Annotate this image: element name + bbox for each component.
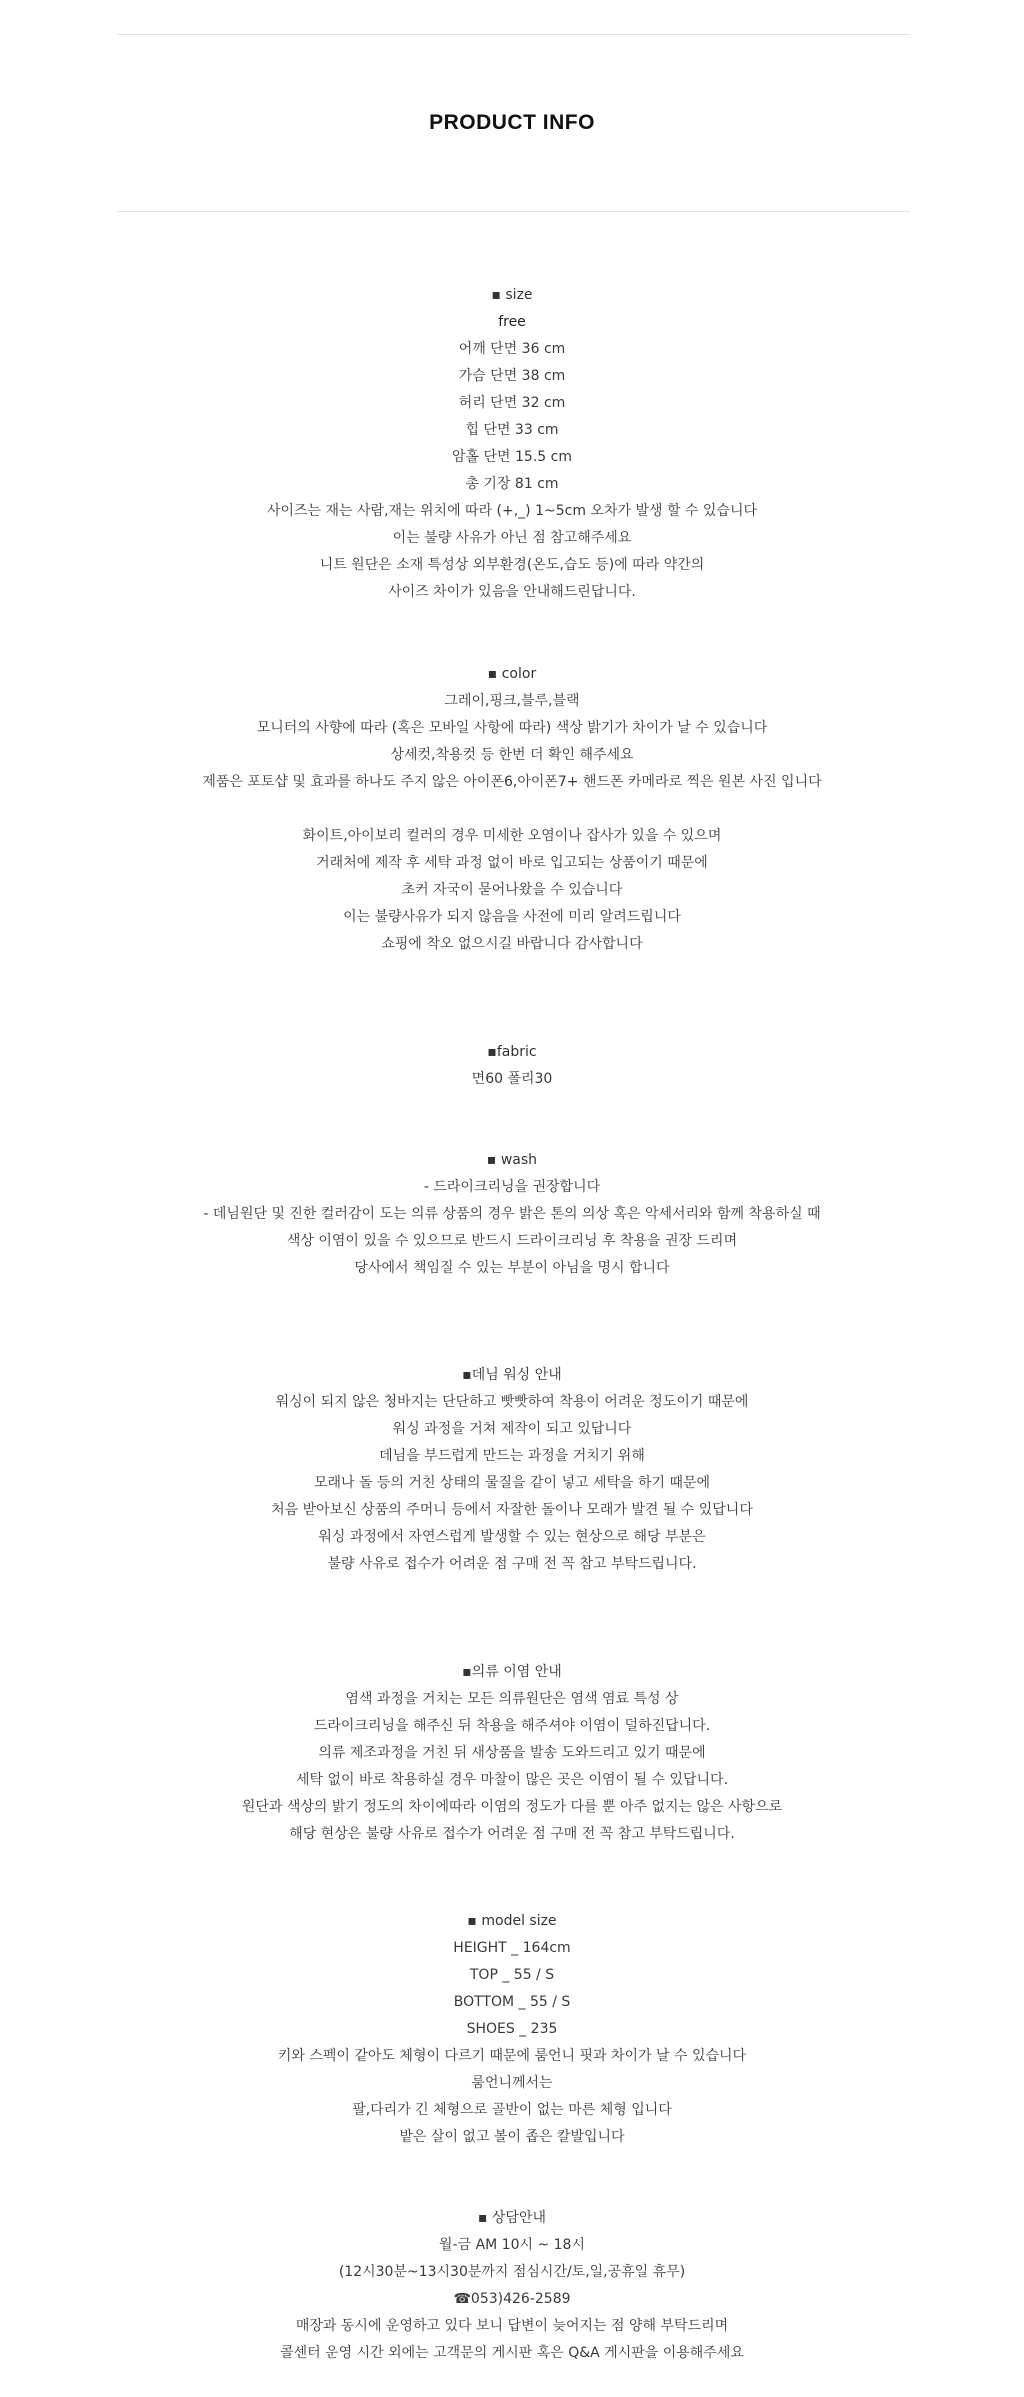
fabric-heading: ▪fabric bbox=[487, 1044, 537, 1060]
color-section bbox=[0, 661, 1024, 958]
denim-line: 워싱이 되지 않은 청바지는 단단하고 빳빳하여 착용이 어려운 정도이기 때문에 bbox=[275, 1394, 749, 1410]
size-measurement: 허리 단면 32 cm bbox=[458, 395, 566, 411]
wash-line: 당사에서 책임질 수 있는 부분이 아님을 명시 합니다 bbox=[354, 1260, 670, 1276]
color-caution: 화이트,아이보리 컬러의 경우 미세한 오염이나 잡사가 있을 수 있으며 bbox=[302, 828, 722, 844]
contact-section bbox=[0, 2205, 1024, 2367]
contact-note: 콜센터 운영 시간 외에는 고객문의 게시판 혹은 Q&A 게시판을 이용해주세요 bbox=[280, 2345, 744, 2361]
model-note: 룸언니께서는 bbox=[471, 2075, 553, 2091]
denim-line: 모래나 돌 등의 거친 상태의 물질을 같이 넣고 세탁을 하기 때문에 bbox=[313, 1475, 711, 1491]
model-spec: SHOES _ 235 bbox=[466, 2021, 558, 2037]
dye-line: 해당 현상은 불량 사유로 접수가 어려운 점 구매 전 꼭 참고 부탁드립니다. bbox=[289, 1826, 735, 1842]
wash-line: 색상 이염이 있을 수 있으므로 반드시 드라이크리닝 후 착용을 권장 드리며 bbox=[286, 1233, 738, 1249]
dye-line: 의류 제조과정을 거친 뒤 새상품을 발송 도와드리고 있기 때문에 bbox=[318, 1745, 706, 1761]
size-note: 이는 불량 사유가 아닌 점 참고해주세요 bbox=[392, 530, 632, 546]
contact-phone: ☎053)426-2589 bbox=[453, 2291, 571, 2307]
model-heading: ▪ model size bbox=[467, 1913, 557, 1929]
color-caution: 초커 자국이 묻어나왔을 수 있습니다 bbox=[401, 882, 623, 898]
denim-section bbox=[0, 1362, 1024, 1578]
model-section bbox=[0, 1908, 1024, 2151]
model-note: 키와 스펙이 같아도 체형이 다르기 때문에 룸언니 핏과 차이가 날 수 있습니다 bbox=[277, 2048, 747, 2064]
wash-line: - 데님원단 및 진한 컬러감이 도는 의류 상품의 경우 밝은 톤의 의상 혹은 악세서리와 함께 착용하실 때 bbox=[203, 1206, 821, 1222]
size-measurement: 암홀 단면 15.5 cm bbox=[452, 449, 572, 465]
size-note: 니트 원단은 소재 특성상 외부환경(온도,습도 등)에 따라 약간의 bbox=[319, 557, 705, 573]
dye-line: 원단과 색상의 밝기 정도의 차이에따라 이염의 정도가 다를 뿐 아주 없지는 않은 사항으로 bbox=[241, 1799, 783, 1815]
size-measurement: 가슴 단면 38 cm bbox=[458, 368, 566, 384]
color-note: 제품은 포토샵 및 효과를 하나도 주지 않은 아이폰6,아이폰7+ 핸드폰 카메라로 찍은 원본 사진 입니다 bbox=[202, 774, 822, 790]
denim-heading: ▪데님 워싱 안내 bbox=[462, 1367, 562, 1383]
model-note: 밭은 살이 없고 볼이 좁은 칼발입니다 bbox=[399, 2129, 625, 2145]
color-caution: 이는 불량사유가 되지 않음을 사전에 미리 알려드립니다 bbox=[343, 909, 681, 925]
model-spec: HEIGHT _ 164cm bbox=[453, 1940, 571, 1956]
top-divider bbox=[117, 34, 910, 35]
size-measurement: 어깨 단면 36 cm bbox=[458, 341, 566, 357]
size-measurement: 총 기장 81 cm bbox=[465, 476, 559, 492]
color-caution: 거래처에 제작 후 세탁 과정 없이 바로 입고되는 상품이기 때문에 bbox=[316, 855, 708, 871]
wash-section bbox=[0, 1147, 1024, 1282]
title-divider bbox=[117, 211, 910, 212]
dye-heading: ▪의류 이염 안내 bbox=[462, 1664, 562, 1680]
color-heading: ▪ color bbox=[487, 666, 537, 682]
size-name: free bbox=[498, 314, 526, 330]
contact-note: 매장과 동시에 운영하고 있다 보니 답변이 늦어지는 점 양해 부탁드리며 bbox=[295, 2318, 729, 2334]
size-note: 사이즈 차이가 있음을 안내해드린답니다. bbox=[388, 584, 636, 600]
dye-section bbox=[0, 1659, 1024, 1848]
size-measurement: 힙 단면 33 cm bbox=[465, 422, 559, 438]
page-title: PRODUCT INFO bbox=[429, 111, 595, 134]
dye-line: 염색 과정을 거치는 모든 의류원단은 염색 염료 특성 상 bbox=[345, 1691, 679, 1707]
size-section bbox=[0, 282, 1024, 606]
denim-line: 처음 받아보신 상품의 주머니 등에서 자잘한 돌이나 모래가 발견 될 수 있답니다 bbox=[271, 1502, 753, 1518]
contact-hours: 월-금 AM 10시 ~ 18시 bbox=[439, 2237, 585, 2253]
color-caution: 쇼핑에 착오 없으시길 바랍니다 감사합니다 bbox=[381, 936, 643, 952]
model-note: 팔,다리가 긴 체형으로 골반이 없는 마른 체형 입니다 bbox=[352, 2102, 672, 2118]
color-note: 상세컷,착용컷 등 한번 더 확인 해주세요 bbox=[390, 747, 634, 763]
size-note: 사이즈는 재는 사람,재는 위치에 따라 (+,_) 1~5cm 오차가 발생 할 수 있습니다 bbox=[266, 503, 757, 519]
color-options: 그레이,핑크,블루,블랙 bbox=[444, 693, 580, 709]
denim-line: 불량 사유로 접수가 어려운 점 구매 전 꼭 참고 부탁드립니다. bbox=[327, 1556, 697, 1572]
color-note: 모니터의 사향에 따라 (혹은 모바일 사항에 따라) 색상 밝기가 차이가 날 수 있습니다 bbox=[256, 720, 768, 736]
fabric-composition: 면60 폴리30 bbox=[471, 1071, 553, 1087]
size-heading: ▪ size bbox=[491, 287, 533, 303]
contact-heading: ▪ 상담안내 bbox=[477, 2210, 547, 2226]
wash-heading: ▪ wash bbox=[486, 1152, 538, 1168]
denim-line: 데님을 부드럽게 만드는 과정을 거치기 위해 bbox=[379, 1448, 645, 1464]
model-spec: BOTTOM _ 55 / S bbox=[453, 1994, 571, 2010]
denim-line: 워싱 과정에서 자연스럽게 발생할 수 있는 현상으로 해당 부분은 bbox=[318, 1529, 706, 1545]
denim-line: 워싱 과정을 거쳐 제작이 되고 있답니다 bbox=[392, 1421, 632, 1437]
model-spec: TOP _ 55 / S bbox=[469, 1967, 555, 1983]
dye-line: 세탁 없이 바로 착용하실 경우 마찰이 많은 곳은 이염이 될 수 있답니다. bbox=[295, 1772, 729, 1788]
fabric-section bbox=[0, 1039, 1024, 1093]
wash-line: - 드라이크리닝을 권장합니다 bbox=[423, 1179, 601, 1195]
contact-lunch: (12시30분~13시30분까지 점심시간/토,일,공휴일 휴무) bbox=[338, 2264, 686, 2280]
dye-line: 드라이크리닝을 해주신 뒤 착용을 해주셔야 이염이 덜하진답니다. bbox=[313, 1718, 711, 1734]
